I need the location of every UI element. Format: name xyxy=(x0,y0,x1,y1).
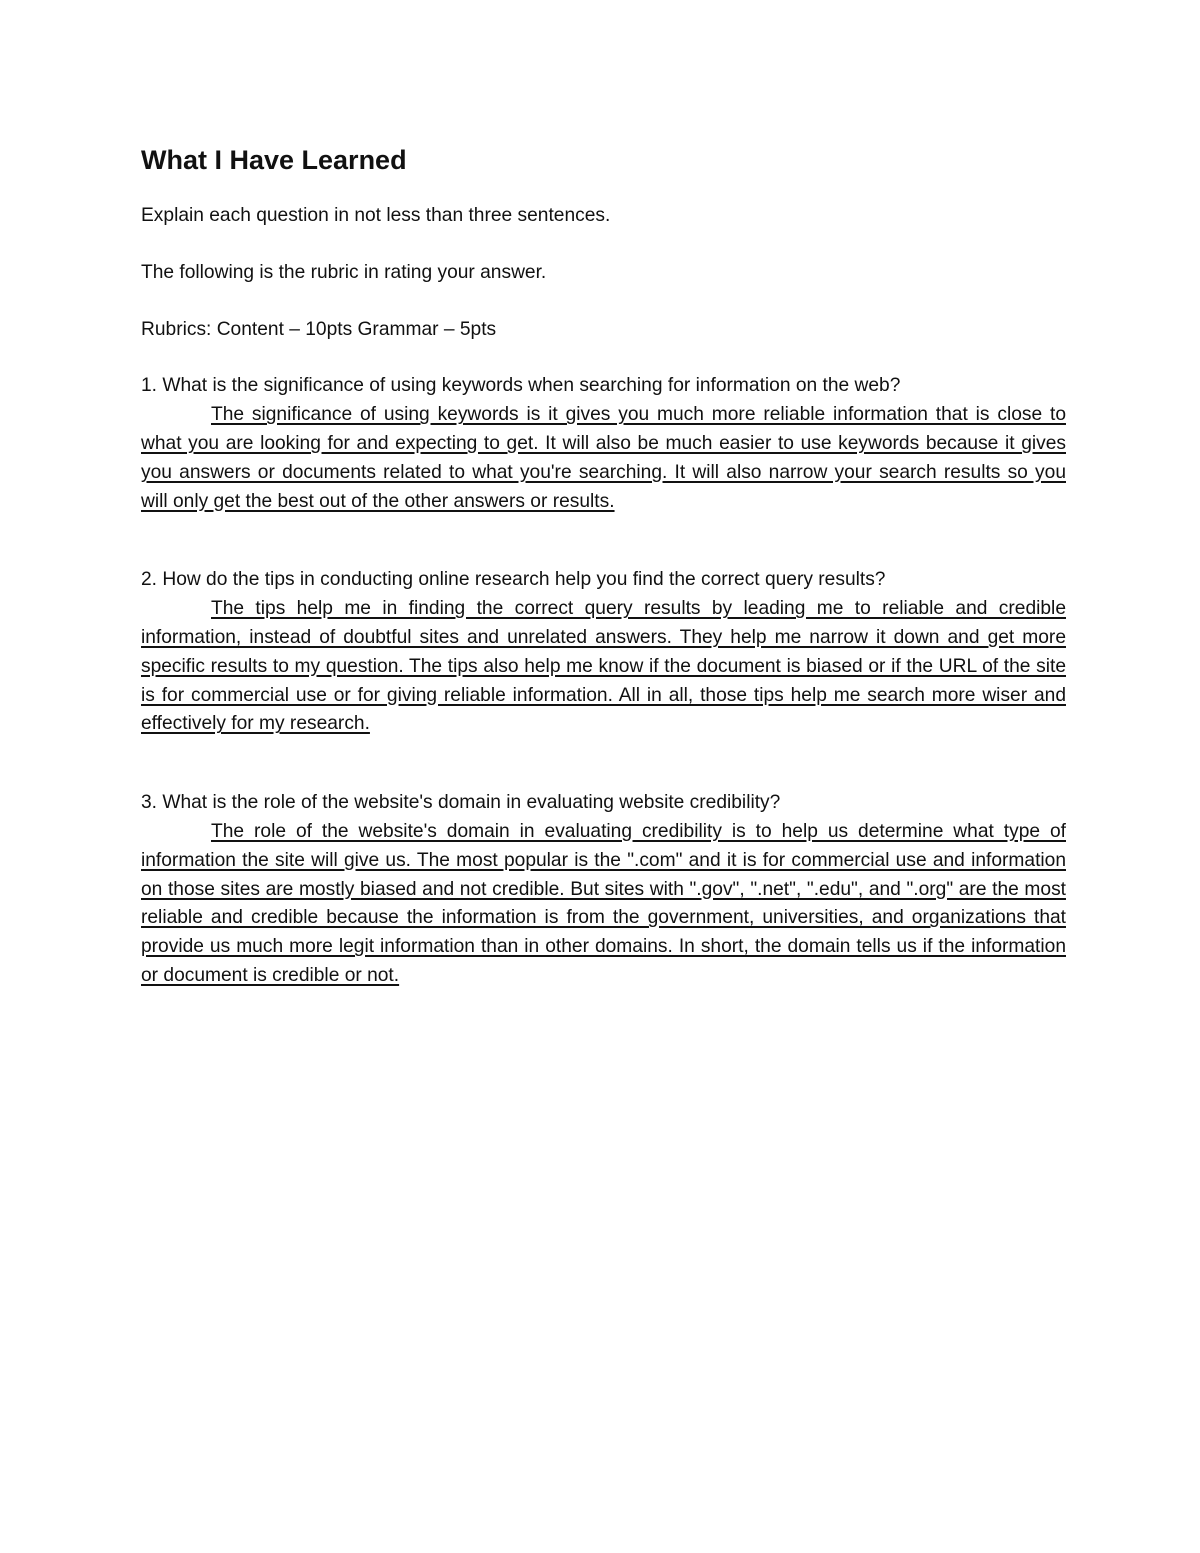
answer-text: The tips help me in finding the correct query results by leading me to reliable and credible information, instead of doubtful sites and unrelated answers. They help me narrow it down and get more specific results to my question. The tips also help me know if the document is biased or if the URL of the site is for commercial use or for giving reliable information. All in all, those tips help me search more wiser and effectively for my research. xyxy=(141,598,1066,735)
rubrics-text: Rubrics: Content – 10pts Grammar – 5pts xyxy=(141,318,497,340)
question-block-2 xyxy=(141,566,1066,739)
question-block-3 xyxy=(141,789,1066,991)
answer-text: The significance of using keywords is it gives you much more reliable information that is close to what you are looking for and expecting to get. It will also be much easier to use keywords because it gives you answers or documents related to what you're searching. It will also narrow your search results so you will only get the best out of the other answers or results. xyxy=(141,404,1066,512)
answer-text: The role of the website's domain in evaluating credibility is to help us determine what type of information the site will give us. The most popular is the ".com" and it is for commercial use and information on those sites are mostly biased and not credible. But sites with ".gov", ".net", ".edu", and ".org" are the most reliable and credible because the information is from the government, universities, and organizations that provide us much more legit information than in other domains. In short, the domain tells us if the information or document is credible or not. xyxy=(141,820,1066,986)
question-block-1 xyxy=(141,372,1066,516)
question-text: 1. What is the significance of using keywords when searching for information on the web? xyxy=(141,375,901,397)
page-title: What I Have Learned xyxy=(141,145,407,175)
document-body xyxy=(141,138,1066,991)
question-text: 2. How do the tips in conducting online research help you find the correct query results? xyxy=(141,569,886,591)
rubric-intro-text: The following is the rubric in rating your answer. xyxy=(141,261,547,283)
instructions-text: Explain each question in not less than three sentences. xyxy=(141,205,611,226)
question-text: 3. What is the role of the website's domain in evaluating website credibility? xyxy=(141,792,781,814)
